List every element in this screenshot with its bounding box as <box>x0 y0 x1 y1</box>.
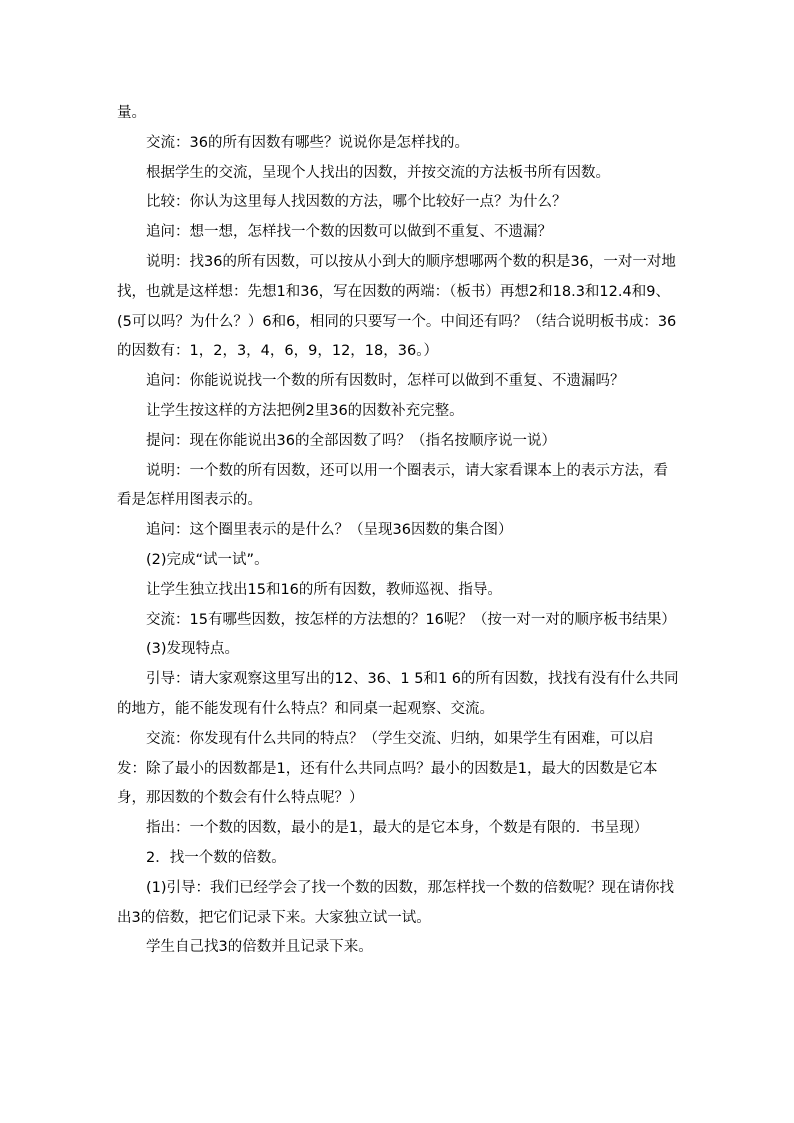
paragraph: 提问：现在你能说出36的全部因数了吗？（指名按顺序说一说） <box>146 432 556 449</box>
document-body <box>117 99 682 963</box>
paragraph: 2．找一个数的倍数。 <box>146 849 286 866</box>
paragraph: 量。 <box>117 105 146 121</box>
paragraph: 让学生独立找出15和16的所有因数，教师巡视、指导。 <box>146 581 502 598</box>
paragraph: 交流：15有哪些因数，按怎样的方法想的？16呢？（按一对一对的顺序板书结果） <box>146 611 676 628</box>
paragraph: 让学生按这样的方法把例2里36的因数补充完整。 <box>146 402 464 419</box>
paragraph: 说明：找36的所有因数，可以按从小到大的顺序想哪两个数的积是36，一对一对地找，也就是这样想：先想1和36，写在因数的两端：（板书）再想2和18.3和12.4和9、(5可以吗？为什么？）6和6，相同的只要写一个。中间还有吗？（结合说明板书成：36的因数有：1，2，3，4，6，9，12，18，36。） <box>117 253 677 360</box>
paragraph: 说明：一个数的所有因数，还可以用一个圈表示，请大家看课本上的表示方法，看看是怎样用图表示的。 <box>117 462 668 509</box>
paragraph: 追问：你能说说找一个数的所有因数时，怎样可以做到不重复、不遗漏吗？ <box>146 373 625 390</box>
paragraph: 追问：想一想，怎样找一个数的因数可以做到不重复、不遗漏？ <box>146 224 552 241</box>
paragraph: (2)完成“试一试”。 <box>146 551 269 568</box>
paragraph: (1)引导：我们已经学会了找一个数的因数，那怎样找一个数的倍数呢？现在请你找出3的倍数，把它们记录下来。大家独立试一试。 <box>117 879 675 926</box>
paragraph: 交流：36的所有因数有哪些？说说你是怎样找的。 <box>146 134 469 151</box>
paragraph: 学生自己找3的倍数并且记录下来。 <box>146 939 373 956</box>
paragraph: 比较：你认为这里每人找因数的方法，哪个比较好一点？为什么？ <box>146 194 567 211</box>
paragraph: (3)发现特点。 <box>146 641 240 658</box>
paragraph: 引导：请大家观察这里写出的12、36、1 5和1 6的所有因数，找找有没有什么共同的地方，能不能发现有什么特点？和同桌一起观察、交流。 <box>117 671 679 717</box>
paragraph: 指出：一个数的因数，最小的是1，最大的是它本身，个数是有限的．书呈现） <box>146 820 649 837</box>
paragraph: 交流：你发现有什么共同的特点？（学生交流、归纳，如果学生有困难，可以启发：除了最小的因数都是1，还有什么共同点吗？最小的因数是1，最大的因数是它本身，那因数的个数会有什么特点呢？） <box>117 730 658 807</box>
paragraph: 追问：这个圈里表示的是什么？（呈现36因数的集合图） <box>146 522 513 539</box>
paragraph: 根据学生的交流，呈现个人找出的因数，并按交流的方法板书所有因数。 <box>146 164 610 181</box>
